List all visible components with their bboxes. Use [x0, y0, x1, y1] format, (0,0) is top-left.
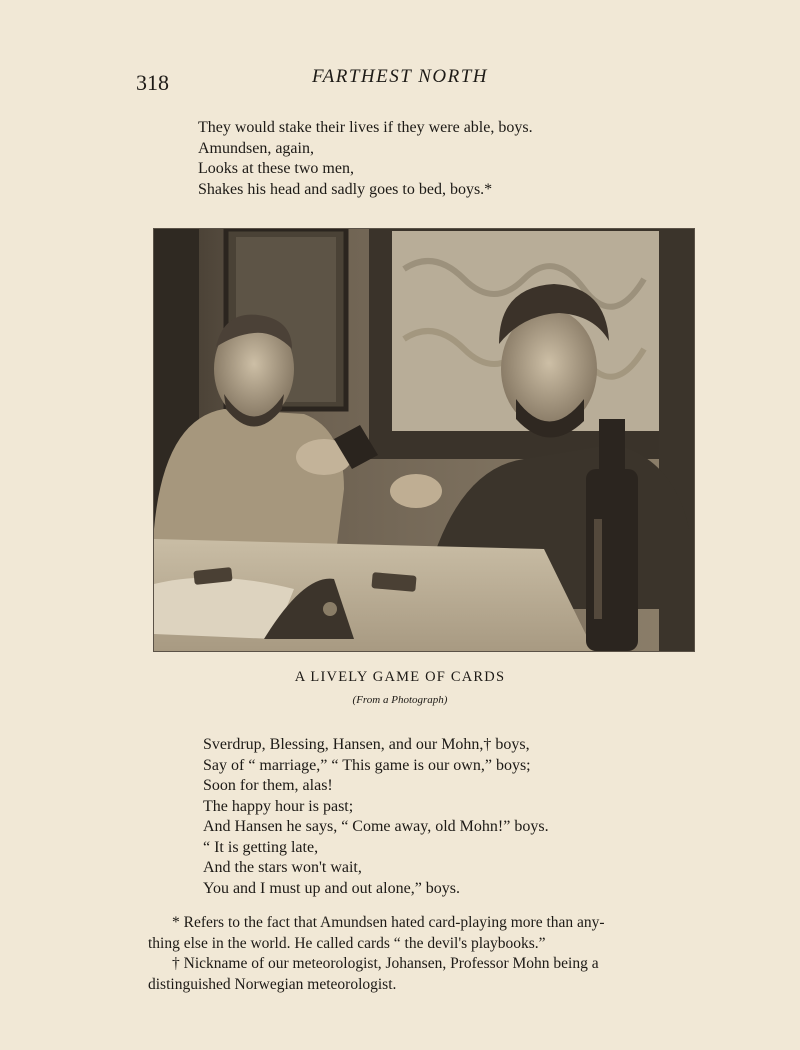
verse-line: Amundsen, again, [198, 139, 314, 157]
running-head: FARTHEST NORTH [311, 66, 489, 87]
footnote-asterisk [148, 913, 690, 954]
verse-line: Shakes his head and sadly goes to bed, boys.* [198, 180, 493, 198]
footnote-line: † Nickname of our meteorologist, Johansen, Professor Mohn being a [172, 955, 599, 972]
verse-top [198, 118, 533, 200]
verse-line: They would stake their lives if they were able, boys. [198, 119, 533, 136]
page-number: 318 [136, 70, 169, 95]
verse-line: Sverdrup, Blessing, Hansen, and our Mohn,† boys, [203, 736, 530, 753]
verse-line: And Hansen he says, “ Come away, old Mohn!” boys. [203, 818, 549, 835]
verse-line: You and I must up and out alone,” boys. [203, 879, 461, 897]
photograph [153, 228, 695, 652]
verse-line: The happy hour is past; [203, 797, 354, 815]
verse-line: Looks at these two men, [198, 160, 354, 177]
verse-line: And the stars won't wait, [203, 859, 362, 876]
verse-line: “ It is getting late, [203, 838, 319, 856]
footnote-line: * Refers to the fact that Amundsen hated card-playing more than any- [172, 914, 605, 931]
footnote-line: distinguished Norwegian meteorologist. [148, 975, 397, 993]
footnote-line: thing else in the world. He called cards “ the devil's playbooks.” [148, 934, 546, 952]
verse-line: Soon for them, alas! [203, 777, 333, 794]
footnote-dagger [148, 954, 690, 995]
footnotes [148, 913, 690, 995]
figure-caption: A LIVELY GAME OF CARDS [294, 669, 506, 685]
figure-credit: (From a Photograph) [352, 694, 448, 706]
verse-bottom [203, 735, 549, 899]
verse-line: Say of “ marriage,” “ This game is our own,” boys; [203, 756, 531, 774]
card-game-photo-illustration [154, 229, 694, 651]
